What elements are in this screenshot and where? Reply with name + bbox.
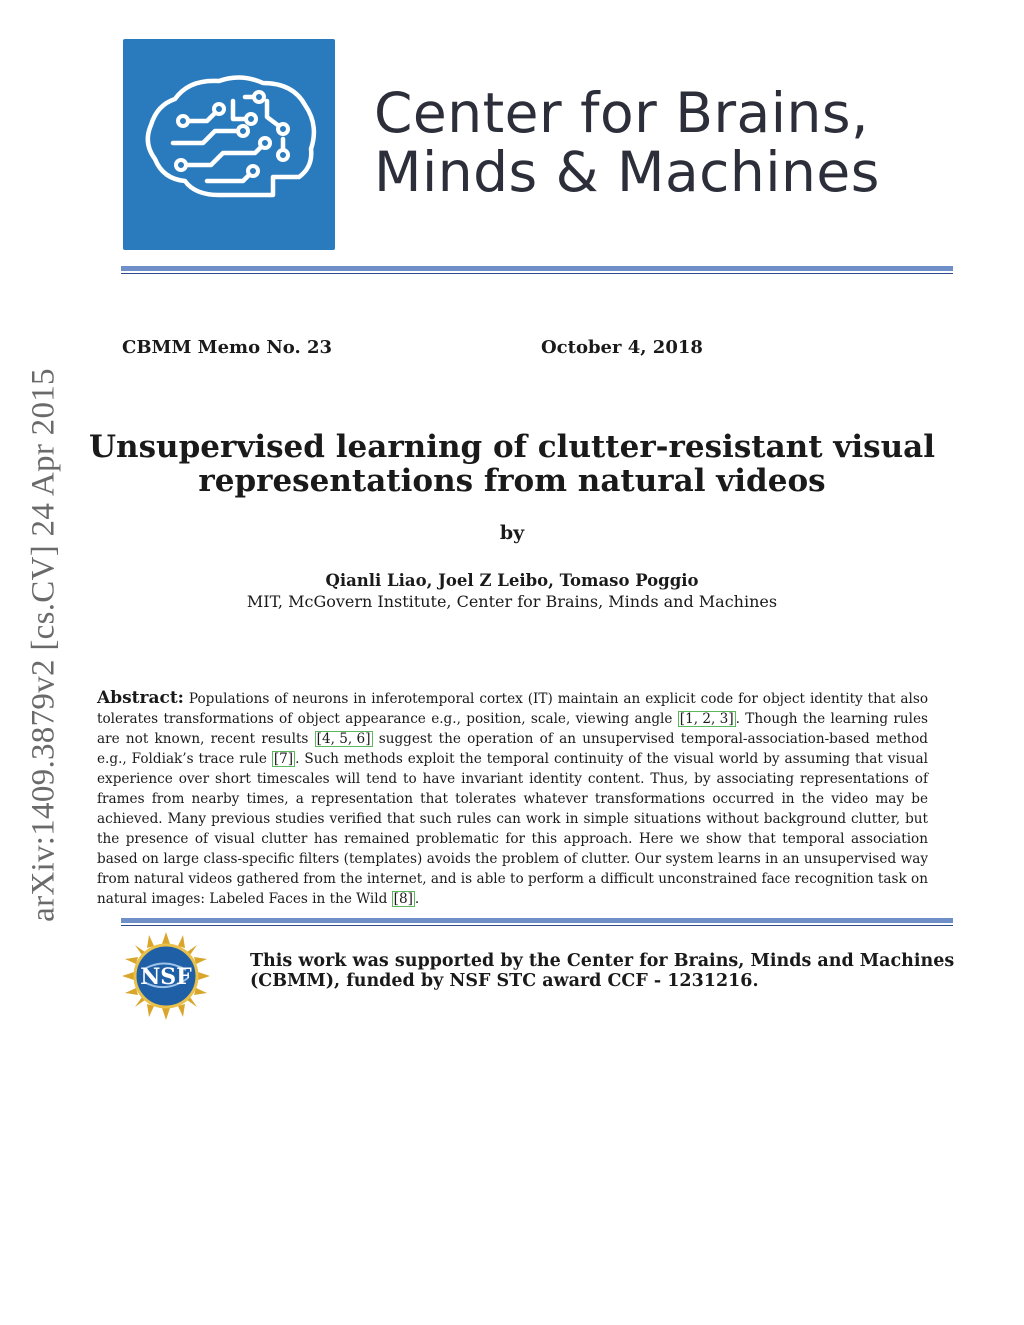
title-line2: representations from natural videos <box>198 463 826 499</box>
memo-date: October 4, 2018 <box>541 337 703 358</box>
footer-rule <box>121 918 953 923</box>
citation-link[interactable]: [8] <box>393 891 413 907</box>
citation-link[interactable]: [4, 5, 6] <box>316 731 371 747</box>
by-label: by <box>499 522 525 544</box>
paper-title <box>80 430 944 498</box>
memo-number: CBMM Memo No. 23 <box>122 337 333 358</box>
brain-circuit-icon <box>123 39 335 250</box>
abstract-text: . Such methods exploit the temporal continuity of the visual world by assuming that visual experience over short timescales will tend to have invariant identity content. Thus, by associating representations of frames from nearby times, a representation that tolerates whatever transformations occurred in the video may be achieved. Many previous studies verified that such rules can work in simple situations without background clutter, but the presence of visual clutter has remained problematic for this approach. Here we show that temporal association based on large class-specific filters (templates) avoids the problem of clutter. Our system learns in an unsupervised way from natural videos gathered from the internet, and is able to perform a difficult unconstrained face recognition task on natural images: Labeled Faces in the Wild <box>97 751 928 907</box>
funding-line2: (CBMM), funded by NSF STC award CCF - 1231216. <box>250 971 759 991</box>
abstract <box>97 688 928 909</box>
abstract-text: . Though the learning rules are not known, recent results <box>97 711 929 747</box>
citation-link[interactable]: [7] <box>273 751 294 767</box>
center-name-line1: Center for Brains, <box>374 81 870 145</box>
header-rule-thin <box>121 273 953 274</box>
center-name-line2: Minds & Machines <box>374 140 880 204</box>
authors: Qianli Liao, Joel Z Leibo, Tomaso Poggio <box>325 571 699 590</box>
nsf-logo <box>120 930 212 1022</box>
header-rule <box>121 266 953 271</box>
affiliation: MIT, McGovern Institute, Center for Brains, Minds and Machines <box>246 592 778 611</box>
title-line1: Unsupervised learning of clutter-resistant visual <box>89 429 935 465</box>
arxiv-stamp-text: arXiv:1409.3879v2 [cs.CV] 24 Apr 2015 <box>25 368 62 922</box>
funding-line1: This work was supported by the Center for Brains, Minds and Machines <box>250 951 955 971</box>
funding-statement <box>250 951 970 991</box>
abstract-text: suggest the operation of an unsupervised temporal-association-based method e.g., Foldiak’s trace rule <box>97 731 928 767</box>
nsf-seal-icon <box>120 930 212 1022</box>
cbmm-logo <box>123 39 335 250</box>
abstract-label: Abstract: <box>97 688 184 708</box>
citation-link[interactable]: [1, 2, 3] <box>679 711 734 727</box>
center-name <box>374 81 880 204</box>
nsf-logo-text: NSF <box>140 964 192 990</box>
abstract-text: . <box>414 891 420 907</box>
footer-rule-thin <box>121 925 953 926</box>
abstract-text: Populations of neurons in inferotemporal cortex (IT) maintain an explicit code for object identity that also tolerates transformations of object appearance e.g., position, scale, viewing angle <box>97 691 928 727</box>
